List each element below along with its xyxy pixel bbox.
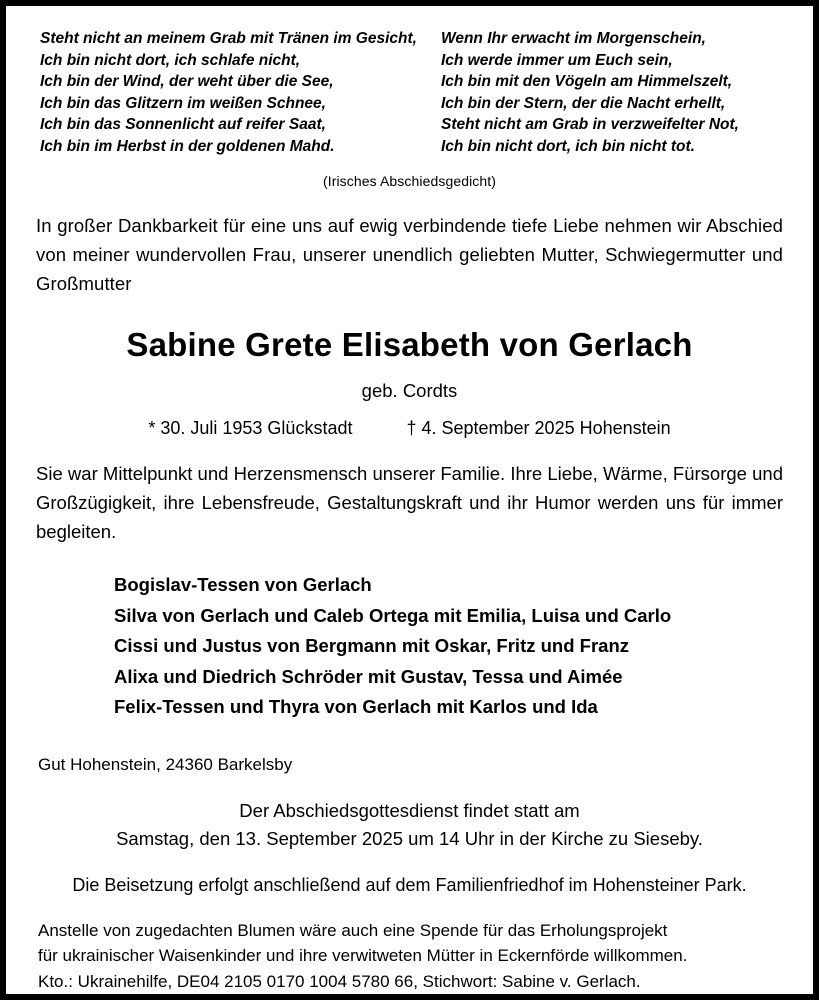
poem-line: Ich bin nicht dort, ich bin nicht tot. [440,137,695,155]
poem-source: (Irisches Abschiedsgedicht) [322,173,497,189]
service-info [36,797,783,853]
service-line-2: Samstag, den 13. September 2025 um 14 Uhr in der Kirche zu Sieseby. [116,827,703,849]
family-line: Alixa und Diedrich Schröder mit Gustav, Tessa und Aimée [114,665,623,687]
poem-line: Ich bin im Herbst in der goldenen Mahd. [40,137,335,155]
poem-line: Ich bin der Wind, der weht über die See, [40,73,334,90]
death-date: † 4. September 2025 Hohenstein [406,418,671,438]
family-line: Felix-Tessen und Thyra von Gerlach mit Karlos und Ida [114,696,598,717]
address-line: Gut Hohenstein, 24360 Barkelsby [38,754,293,774]
poem-line: Wenn Ihr erwacht im Morgenschein, [440,30,706,47]
poem-column-left [40,28,417,157]
life-dates [36,418,783,439]
family-list [36,570,783,723]
donation-info [36,918,783,995]
poem-line: Ich bin das Sonnenlicht auf reifer Saat, [40,116,326,133]
poem-line: Steht nicht an meinem Grab mit Tränen im Gesicht, [40,30,417,47]
poem-column-right [441,28,739,157]
poem-line: Ich bin nicht dort, ich schlafe nicht, [40,51,301,69]
intro-text: In großer Dankbarkeit für eine uns auf ewig verbindende tiefe Liebe nehmen wir Abschied von meiner wundervollen Frau, unserer unendlich geliebten Mutter, Schwiegermutter und Großmutter [36,215,783,294]
poem-line: Ich bin der Stern, der die Nacht erhellt, [440,94,726,112]
donation-line: Kto.: Ukrainehilfe, DE04 2105 0170 1004 5780 66, Stichwort: Sabine v. Gerlach. [38,971,641,991]
poem-line: Steht nicht am Grab in verzweifelter Not, [440,116,739,133]
donation-line: für ukrainischer Waisenkinder und ihre verwitweten Mütter in Eckernförde willkommen. [38,946,688,965]
family-line: Bogislav-Tessen von Gerlach [114,574,372,595]
poem-line: Ich werde immer um Euch sein, [440,51,673,69]
deceased-name: Sabine Grete Elisabeth von Gerlach [126,326,693,363]
burial-info: Die Beisetzung erfolgt anschließend auf dem Familienfriedhof im Hohensteiner Park. [72,874,747,895]
donation-line: Anstelle von zugedachten Blumen wäre auch eine Spende für das Erholungsprojekt [38,920,668,940]
service-line-1: Der Abschiedsgottesdienst findet statt am [239,799,580,821]
birth-date: * 30. Juli 1953 Glückstadt [148,418,353,438]
deceased-maiden-name: geb. Cordts [361,380,458,401]
tribute-text: Sie war Mittelpunkt und Herzensmensch unserer Familie. Ihre Liebe, Wärme, Fürsorge und Großzügigkeit, ihre Lebensfreude, Gestaltungskraft und ihr Humor werden uns für immer begleiten. [36,463,783,542]
poem-block [36,28,783,157]
poem-line: Ich bin mit den Vögeln am Himmelszelt, [440,73,733,90]
poem-line: Ich bin das Glitzern im weißen Schnee, [40,94,326,112]
family-line: Silva von Gerlach und Caleb Ortega mit Emilia, Luisa und Carlo [114,604,672,626]
family-line: Cissi und Justus von Bergmann mit Oskar, Fritz und Franz [114,635,630,656]
